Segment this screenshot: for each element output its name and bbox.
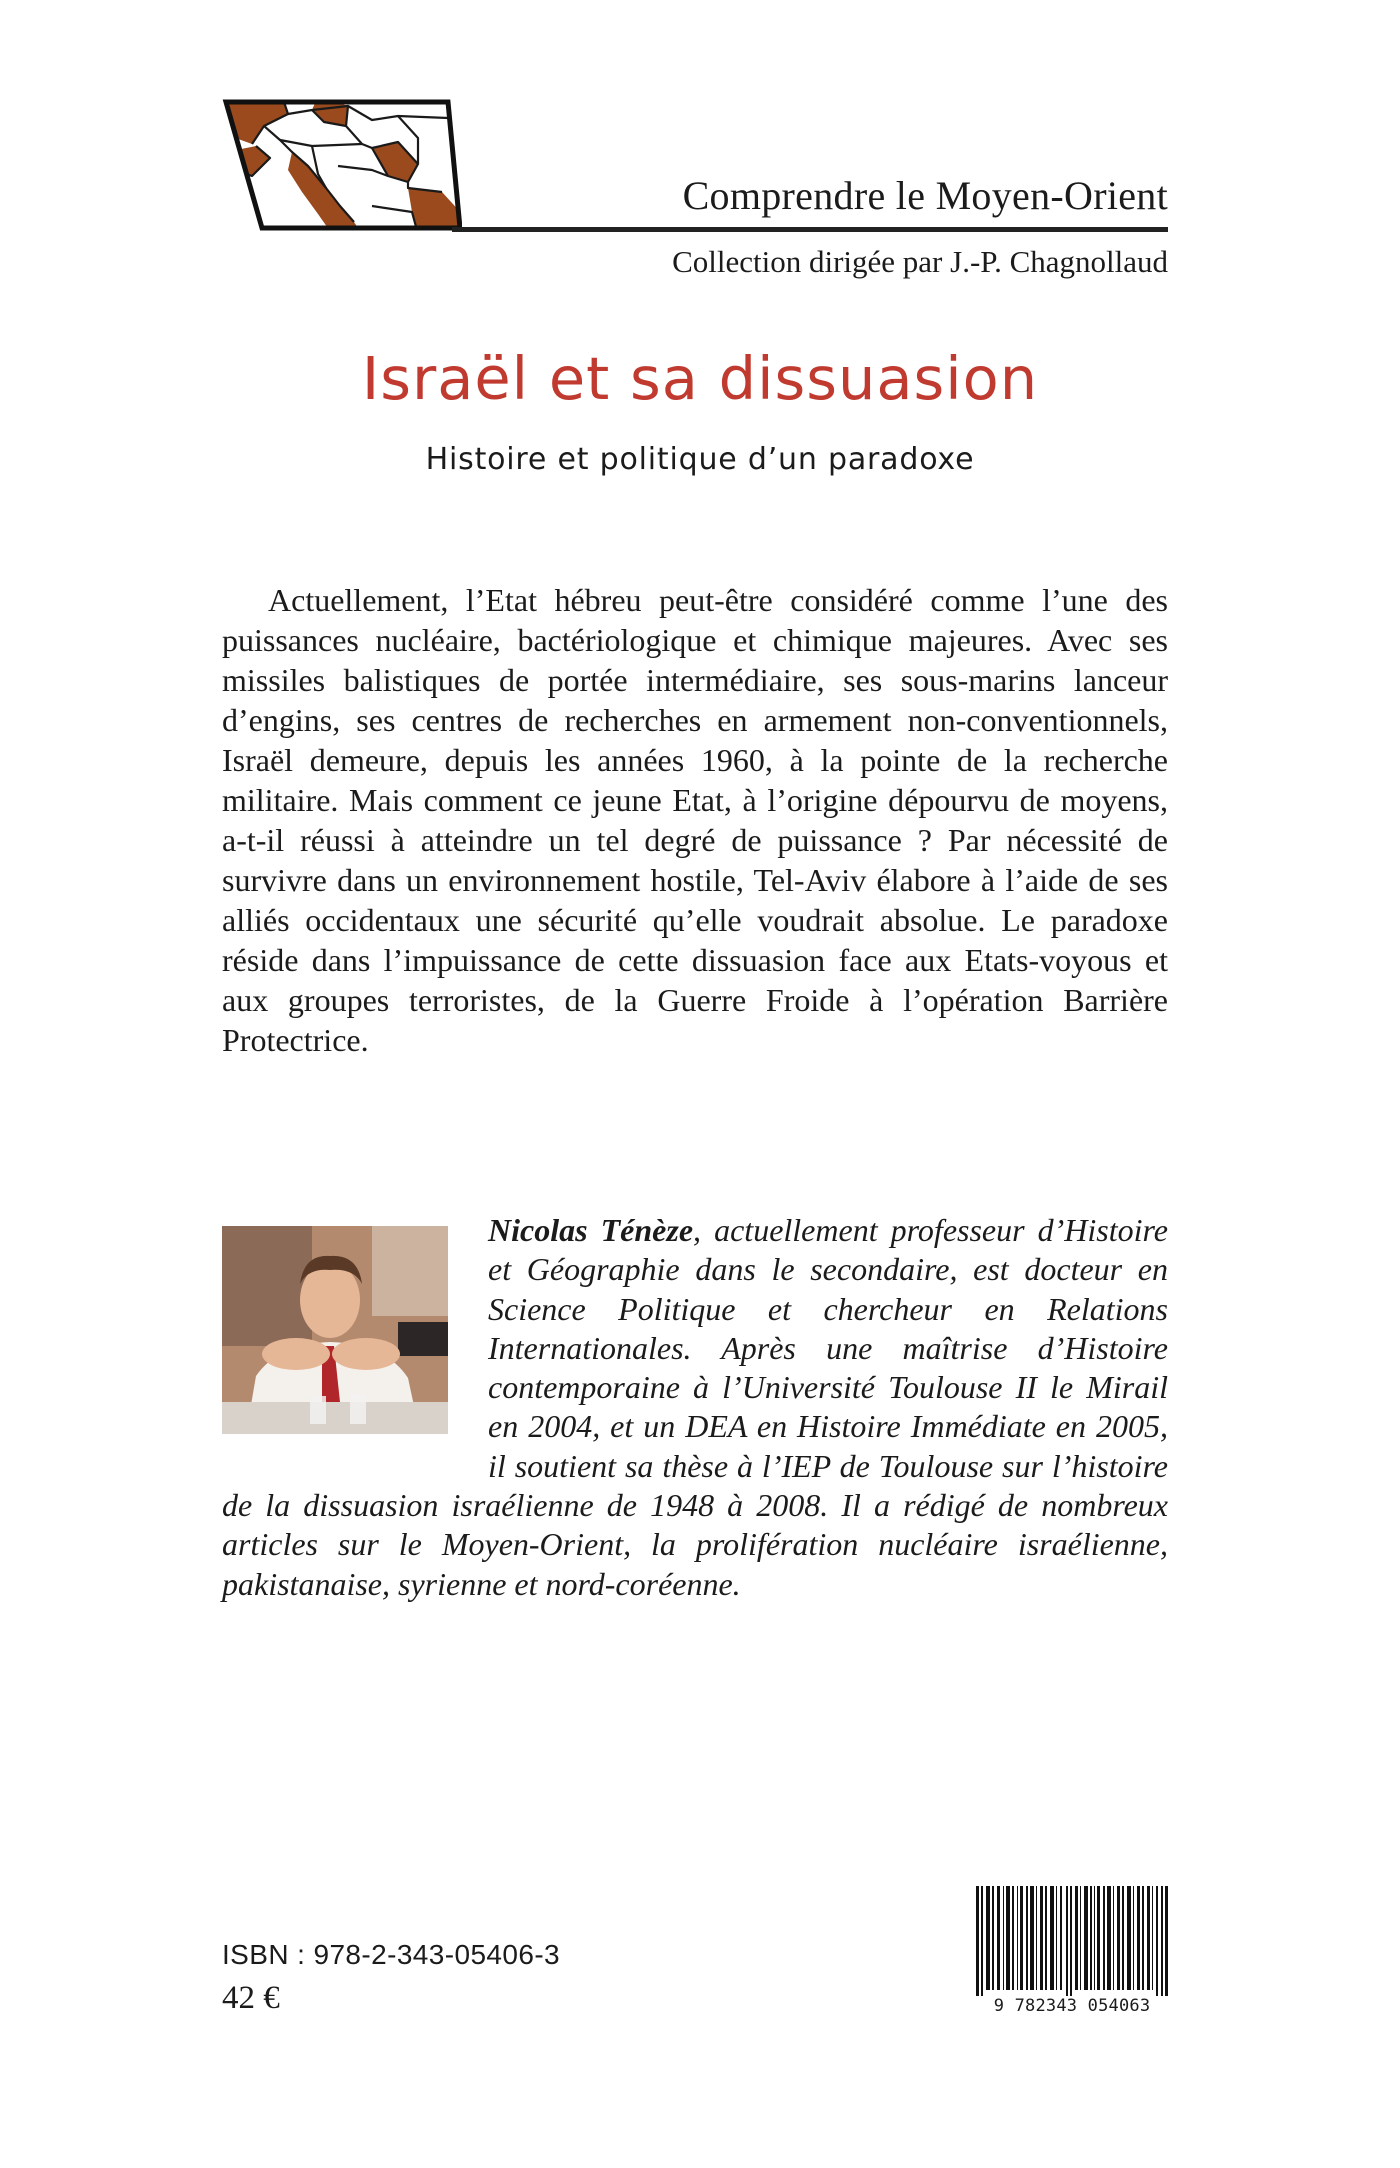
book-subtitle: Histoire et politique d’un paradoxe (425, 442, 975, 477)
author-name: Nicolas Ténèze (488, 1212, 694, 1248)
book-title: Israël et sa dissuasion (361, 344, 1039, 413)
series-title: Comprendre le Moyen-Orient (682, 173, 1168, 218)
book-blurb: Actuellement, l’Etat hébreu peut-être considéré comme l’une des puissances nucléaire, bactériologique et chimique majeures. Avec ses missiles balistiques de portée intermédiaire, ses sous-marins lanceur d’engins, ses centres de recherches en armement non-conventionnels, Israël demeure, depuis les années 1960, à la pointe de la recherche militaire. Mais comment ce jeune Etat, à l’origine dépourvu de moyens, a-t-il réussi à atteindre un tel degré de puissance ? Par nécessité de survivre dans un environnement hostile, Tel-Aviv élabore à l’aide de ses alliés occidentaux une sécurité qu’elle voudrait absolue. Le paradoxe réside dans l’impuissance de cette dissuasion face aux Etats-voyous et aux groupes terroristes, de la Guerre Froide à l’opération Barrière Protectrice. (222, 582, 1168, 1058)
barcode (976, 1886, 1168, 1999)
price: 42 € (222, 1980, 280, 2016)
barcode-number: 9 782343 054063 (972, 1996, 1172, 2016)
author-bio (222, 1211, 1168, 1604)
photo-wrap-space (222, 1211, 488, 1447)
series-map-logo (222, 96, 462, 234)
author-bio-text: , actuellement professeur d’Histoire et Géographie dans le secondaire, est docteur en Science Politique et chercheur en Relations Internationales. Après une maîtrise d’Histoire contemporaine à l’Université Toulouse II le Mirail en 2004, et un DEA en Histoire Immédiate en 2005, il soutient sa thèse à l’IEP de Toulouse sur l’histoire de la dissuasion israélienne de 1948 à 2008. Il a rédigé de nombreux articles sur le Moyen-Orient, la prolifération nucléaire israélienne, pakistanaise, syrienne et nord-coréenne. (222, 1212, 1169, 1602)
series-divider (452, 227, 1168, 232)
series-director: Collection dirigée par J.-P. Chagnollaud (672, 244, 1168, 279)
isbn: ISBN : 978-2-343-05406-3 (222, 1939, 561, 1970)
